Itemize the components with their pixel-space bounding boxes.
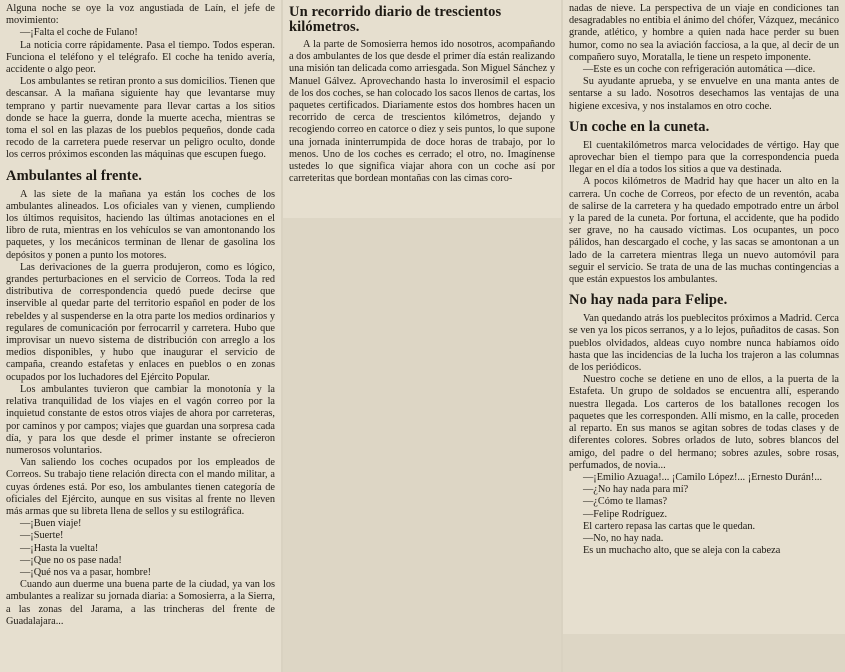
paragraph: nadas de nieve. La perspectiva de un viaje en condiciones tan desagradables no entibia el ánimo del chófer, Vázquez, mecánico grande, atlético, y hombre a quien nada hace perder su buen humor, como no sea la aviación facciosa, a la que, al decir de un compañero suyo, Moratalla, le tiene un respeto imponente. — [569, 3, 839, 63]
paragraph: —¿Cómo te llamas? — [583, 496, 668, 508]
paragraph: Nuestro coche se detiene en uno de ellos, a la puerta de la Estafeta. Un grupo de soldados se encuentra allí, esperando nuestra llegada. Los carteros de los batallones recogen los paquetes que les corresponden. Allí mismo, en la calle, proceden al reparto. En sus manos se agitan sobres de todas clases y de diferentes colores. Sobres orlados de luto, sobres blancos del amigo, del padre o del hermano; sobres azules, sobre rosas, perfumados, de novia... — [569, 374, 839, 471]
paragraph: Los ambulantes tuvieron que cambiar la monotonía y la relativa tranquilidad de los viajes en el vagón correo por la inquietud constante de estos otros viajes de ahora por carreteras, por caminos y por campos; viajes que guardan una sorpresa cada día, y para los que desde el primer instante se ofrecieron numerosos voluntarios. — [6, 383, 275, 456]
paragraph: A las siete de la mañana ya están los coches de los ambulantes alineados. Los oficiales van y vienen, cumpliendo los últimos requisitos, haciendo las últimas anotaciones en el libro de ruta, mientras en los vehículos se van amontonando los paquetes, y los mecánicos terminan de llenar de gasolina los depósitos y ponen a punto los motores. — [6, 188, 275, 261]
paragraph: El cartero repasa las cartas que le quedan. — [583, 520, 756, 532]
paragraph: —¡Emilio Azuaga!... ¡Camilo López!... ¡Ernesto Durán!... — [583, 471, 823, 483]
paragraph: Es un muchacho alto, que se aleja con la cabeza — [583, 545, 781, 557]
paragraph: Van saliendo los coches ocupados por los empleados de Correos. Su trabajo tiene relación directa con el mando militar, a cuyas órdenes está. Por eso, los ambulantes tienen categoría de oficiales del Ejército, aunque en sus visitas al frente no lleven más armas que su libreta llena de sellos y su estilográfica. — [6, 457, 275, 517]
paragraph: El cuentakilómetros marca velocidades de vértigo. Hay que aprovechar bien el tiempo para que la correspondencia pueda llegar en el día a todos los sitios a que va destinada. — [569, 139, 839, 176]
paragraph: —¡Qué nos va a pasar, hombre! — [20, 566, 152, 578]
article-column-left — [0, 0, 281, 672]
blank-area — [283, 218, 561, 672]
paragraph: —¡Hasta la vuelta! — [20, 542, 99, 554]
article-column-right — [563, 0, 845, 634]
article-column-middle — [283, 0, 561, 218]
paragraph: —¿No hay nada para mí? — [583, 484, 689, 496]
paragraph: —¡Suerte! — [20, 530, 64, 542]
section-heading: Un recorrido diario de trescientos kilómetros. — [289, 4, 502, 35]
paragraph: Van quedando atrás los pueblecitos próximos a Madrid. Cerca se ven ya los picos serranos, y a lo lejos, puñaditos de casas. Son pueblos olvidados, aldeas cuyo nombre nunca habíamos oído hasta que las incidencias de la lucha los trajeron a las columnas de los periódicos. — [569, 313, 839, 374]
paragraph: Cuando aun duerme una buena parte de la ciudad, ya van los ambulantes a realizar su jornada diaria: a Somosierra, a la Sierra, a las zonas del Jarama, a las trincheras del frente de Guadalajara... — [6, 579, 275, 627]
blank-area — [563, 634, 845, 672]
section-heading: Ambulantes al frente. — [6, 167, 142, 184]
paragraph: —Felipe Rodríguez. — [583, 508, 668, 520]
paragraph: A pocos kilómetros de Madrid hay que hacer un alto en la carrera. Un coche de Correos, por efecto de un reventón, acaba de salirse de la carretera y ha quedado empotrado entre un árbol y la pared de la cuneta. Por fortuna, el accidente, que ha podido ser grave, no ha causado víctimas. Los ocupantes, un poco pálidos, han descargado el coche, y las sacas se amontonan a un lado de la carretera mientras llega un nuevo automóvil para seguir el servicio. Se trata de una de las muchas contingencias a que están expuestos los ambulantes. — [569, 176, 839, 286]
paragraph: Su ayudante aprueba, y se envuelve en una manta antes de sentarse a su lado. Nosotros desechamos las ventajas de una higiene excesiva, y nos instalamos en otro coche. — [569, 76, 839, 112]
section-heading: Un coche en la cuneta. — [569, 118, 710, 135]
paragraph: Los ambulantes se retiran pronto a sus domicilios. Tienen que descansar. A la mañana siguiente hay que levantarse muy temprano y partir nuevamente para llevar cartas a los sitios donde se hace la guerra, donde la muerte acecha, mientras se toma el sol en las plazas de los pueblos pequeños, donde cada recodo de la carretera puede reservar un peligro oculto, donde los cerros próximos esconden las máquinas que escupen fuego. — [6, 76, 275, 161]
paragraph: —¡Buen viaje! — [20, 518, 82, 530]
paragraph: —¡Que no os pase nada! — [20, 554, 122, 566]
paragraph: A la parte de Somosierra hemos ido nosotros, acompañando a dos ambulantes de los que desde el primer día están realizando una misión tan delicada como arriesgada. Son Miguel Sánchez y Manuel Gálvez. Aprovechando hasta lo inverosímil el espacio de los dos coches, se han colocado los sacos llenos de cartas, los paquetes certificados. Diariamente estos dos hombres hacen un recorrido de cerca de trescientos kilómetros, dejando y recogiendo correo en catorce o diez y seis puntos, lo que supone una jornada ininterrumpida de doce horas de trabajo, por lo menos. Uno de los coches es cerrado; el otro, no. Imagínense ustedes lo que significa viajar ahora con un coche así por carreteritas que bordean montañas con las cimas coro- — [289, 39, 555, 185]
paragraph: —¡Falta el coche de Fulano! — [20, 27, 138, 39]
section-heading: No hay nada para Felipe. — [569, 292, 728, 309]
paragraph: La noticia corre rápidamente. Pasa el tiempo. Todos esperan. Funciona el teléfono y el telégrafo. El coche ha tenido avería, accidente o algo peor. — [6, 39, 275, 76]
paragraph: —No, no hay nada. — [583, 532, 664, 544]
paragraph: Las derivaciones de la guerra produjeron, como es lógico, grandes perturbaciones en el servicio de Correos. Toda la red distributiva de correspondencia quedó puede decirse que inservible al quedar parte del territorio español en poder de los rebeldes y al suspenderse en la otra parte los medios ordinarios y regulares de comunicación por ferrocarril y carretera. Hubo que improvisar un nuevo sistema de distribución con arreglo a los medios disponibles, y hubo que inaugurar el servicio de campaña, creando estafetas y enlaces en pueblos o en zonas ocupados por los luchadores del Ejército Popular. — [6, 261, 275, 383]
paragraph: —Este es un coche con refrigeración automática —dice. — [583, 64, 816, 76]
paragraph: Alguna noche se oye la voz angustiada de Laín, el jefe de movimiento: — [6, 3, 275, 27]
